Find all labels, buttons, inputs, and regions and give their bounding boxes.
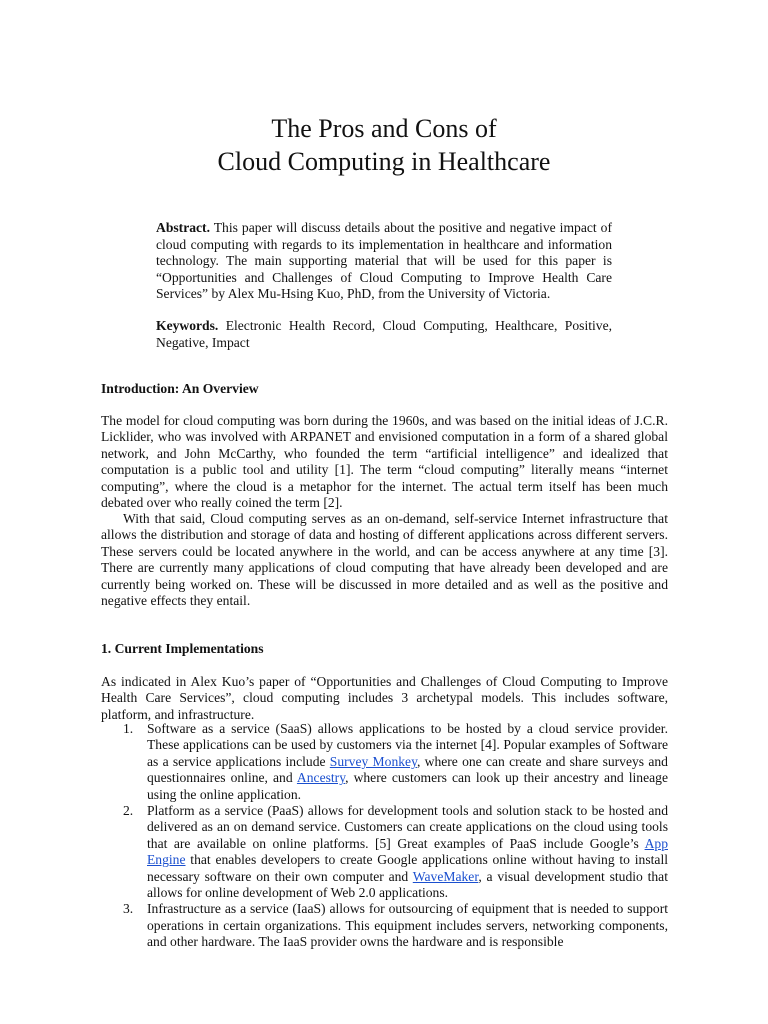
list-item-number: 3. bbox=[123, 901, 134, 917]
list-item-text: Software as a service (SaaS) allows applications to be hosted by a cloud service provider. These applications can be used by customers via the internet [4]. Popular examples of Software as a service applications include bbox=[147, 721, 668, 769]
keywords-text: Electronic Health Record, Cloud Computing, Healthcare, Positive, Negative, Impact bbox=[156, 318, 612, 350]
list-item-text: , where customers can look up their ancestry and lineage using the online application. bbox=[147, 770, 668, 802]
list-item-number: 1. bbox=[123, 721, 134, 736]
models-list bbox=[101, 721, 668, 951]
abstract-text: This paper will discuss details about the positive and negative impact of cloud computing with regards to its implementation in healthcare and information technology. The main supporting material that will be used for this paper is “Opportunities and Challenges of Cloud Computing to Improve Health Care Services” by Alex Mu-Hsing Kuo, PhD, from the University of Victoria. bbox=[156, 220, 612, 302]
survey-monkey-link[interactable]: Survey Monkey bbox=[329, 753, 417, 769]
wavemaker-link[interactable]: WaveMaker bbox=[412, 868, 479, 884]
section-1-paragraph: As indicated in Alex Kuo’s paper of “Opportunities and Challenges of Cloud Computing to Improve Health Care Services”, cloud computing includes 3 archetypal models. This includes software, platform, and infrastructure. bbox=[101, 674, 668, 722]
app-engine-link[interactable]: App Engine bbox=[147, 835, 668, 868]
intro-paragraph-1: The model for cloud computing was born during the 1960s, and was based on the initial ideas of J.C.R. Licklider, who was involved with ARPANET and envisioned computation in a form of a shared global network, and John McCarthy, who founded the term “artificial intelligence” and idealized that computation is a public tool and utility [1]. The term “cloud computing” literally means “internet computing”, where the cloud is a metaphor for the internet. The actual term itself has been much debated over who really coined the term [2]. bbox=[101, 413, 668, 511]
intro-paragraph-2: With that said, Cloud computing serves as an on-demand, self-service Internet infrastructure that allows the distribution and storage of data and hosting of different applications across different servers. These servers could be located anywhere in the world, and can be access anywhere at any time [3]. There are currently many applications of cloud computing that have already been developed and are currently being worked on. These will be discussed in more detailed and as well as the positive and negative effects they entail. bbox=[101, 511, 668, 609]
ancestry-link[interactable]: Ancestry bbox=[296, 770, 346, 786]
paper-title bbox=[0, 112, 768, 178]
intro-heading: Introduction: An Overview bbox=[101, 381, 259, 396]
title-line-1: The Pros and Cons of bbox=[271, 114, 497, 143]
keywords-label: Keywords. bbox=[156, 318, 219, 333]
abstract bbox=[156, 220, 612, 303]
section-1-number: 1. bbox=[101, 641, 112, 656]
title-line-2: Cloud Computing in Healthcare bbox=[217, 147, 551, 176]
list-item bbox=[101, 721, 668, 803]
section-1-title: Current Implementations bbox=[111, 641, 264, 656]
list-item-text: that enables developers to create Google applications online without having to install necessary software on their own computer and bbox=[147, 852, 668, 884]
list-item-text: Platform as a service (PaaS) allows for development tools and solution stack to be hosted and delivered as an on demand service. Customers can create applications on the cloud using tools that are available on online platforms. [5] Great examples of PaaS include Google’s bbox=[147, 803, 668, 851]
list-item-text: , where one can create and share surveys and questionnaires online, and bbox=[147, 753, 668, 786]
abstract-label: Abstract. bbox=[156, 220, 210, 235]
list-item bbox=[101, 803, 668, 901]
list-item-text: , a visual development studio that allows for online development of Web 2.0 applications. bbox=[147, 868, 668, 901]
list-item-text: Infrastructure as a service (IaaS) allows for outsourcing of equipment that is needed to support operations in certain organizations. This equipment includes servers, networking components, and other hardware. The IaaS provider owns the hardware and is responsible bbox=[147, 901, 668, 950]
list-item bbox=[101, 901, 668, 950]
list-item-number: 2. bbox=[123, 803, 134, 819]
keywords bbox=[156, 318, 612, 351]
section-1-heading bbox=[101, 641, 264, 657]
